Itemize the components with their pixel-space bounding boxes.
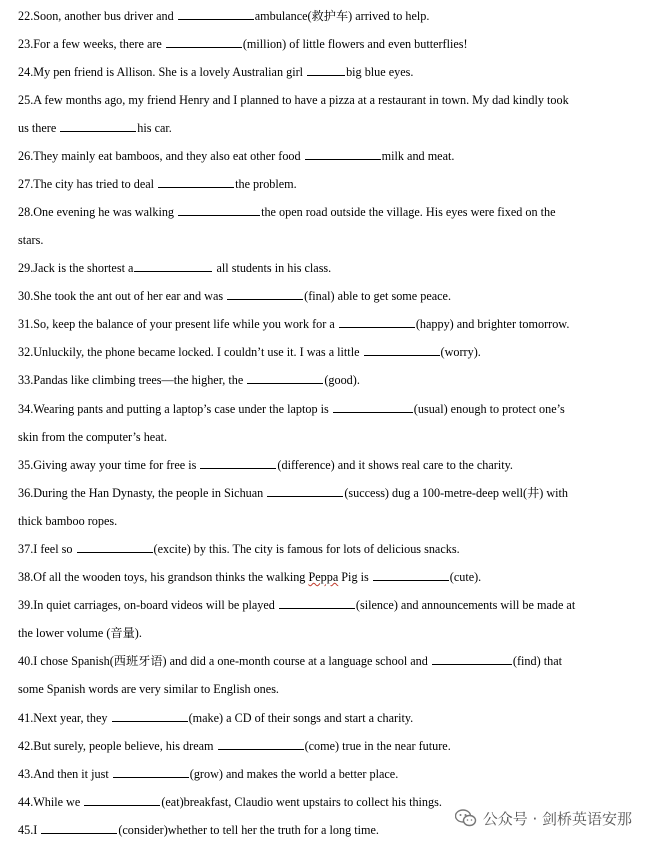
question-text: 31.So, keep the balance of your present life while you work for a bbox=[18, 317, 338, 331]
wechat-icon bbox=[455, 809, 477, 827]
question-line bbox=[18, 401, 638, 417]
answer-blank bbox=[267, 485, 343, 497]
question-line bbox=[18, 710, 638, 726]
question-text: 24.My pen friend is Allison. She is a lovely Australian girl bbox=[18, 65, 307, 79]
answer-blank bbox=[41, 822, 117, 834]
question-text: 41.Next year, they bbox=[18, 711, 111, 725]
question-text: (worry). bbox=[440, 345, 481, 359]
question-text: the problem. bbox=[235, 177, 297, 191]
question-line bbox=[18, 569, 638, 585]
question-text: (find) that bbox=[512, 654, 562, 668]
question-line bbox=[18, 204, 638, 220]
question-text: 26.They mainly eat bamboos, and they also eat other food bbox=[18, 149, 304, 163]
answer-blank bbox=[113, 766, 189, 778]
question-text: the open road outside the village. His eyes were fixed on the bbox=[261, 205, 556, 219]
question-text: 38.Of all the wooden toys, his grandson thinks the walking bbox=[18, 570, 309, 584]
answer-blank bbox=[178, 8, 254, 20]
question-text: Pig is bbox=[338, 570, 372, 584]
answer-blank bbox=[166, 36, 242, 48]
answer-blank bbox=[134, 260, 212, 272]
question-text: (consider)whether to tell her the truth for a long time. bbox=[118, 823, 379, 837]
question-line bbox=[18, 148, 638, 164]
watermark-text: 公众号 · 剑桥英语安那 bbox=[482, 809, 632, 828]
question-text: stars. bbox=[18, 233, 44, 247]
question-text: 35.Giving away your time for free is bbox=[18, 458, 200, 472]
question-line bbox=[18, 288, 638, 304]
question-text: the lower volume (音量). bbox=[18, 626, 142, 640]
question-text: 23.For a few weeks, there are bbox=[18, 37, 165, 51]
answer-blank bbox=[77, 541, 153, 553]
question-text: 40.I chose Spanish(西班牙语) and did a one-month course at a language school and bbox=[18, 654, 431, 668]
question-text: 45.I bbox=[18, 823, 41, 837]
answer-blank bbox=[373, 569, 449, 581]
question-line bbox=[18, 8, 638, 24]
question-text: ambulance(救护车) arrived to help. bbox=[254, 9, 430, 23]
question-line bbox=[18, 176, 638, 192]
question-text: (final) able to get some peace. bbox=[304, 289, 452, 303]
answer-blank bbox=[339, 316, 415, 328]
question-text: 25.A few months ago, my friend Henry and I planned to have a pizza at a restaurant in town. My dad kindly took bbox=[18, 93, 569, 107]
question-line bbox=[18, 766, 638, 782]
question-text: (difference) and it shows real care to the charity. bbox=[277, 458, 513, 472]
answer-blank bbox=[178, 204, 260, 216]
question-line bbox=[18, 92, 638, 108]
question-text: (good). bbox=[324, 373, 360, 387]
answer-blank bbox=[432, 653, 512, 665]
question-line bbox=[18, 316, 638, 332]
question-text: (usual) enough to protect one’s bbox=[413, 402, 565, 416]
answer-blank bbox=[279, 597, 355, 609]
question-text: 44.While we bbox=[18, 795, 84, 809]
question-text: (make) a CD of their songs and start a charity. bbox=[188, 711, 414, 725]
question-line bbox=[18, 485, 638, 501]
question-line bbox=[18, 64, 638, 80]
question-text: (eat)breakfast, Claudio went upstairs to collect his things. bbox=[161, 795, 442, 809]
spellcheck-word: Peppa bbox=[308, 570, 339, 584]
question-line bbox=[18, 457, 638, 473]
question-line bbox=[18, 36, 638, 52]
question-line bbox=[18, 625, 638, 641]
question-line bbox=[18, 232, 638, 248]
question-text: 43.And then it just bbox=[18, 767, 112, 781]
answer-blank bbox=[60, 120, 136, 132]
question-line bbox=[18, 344, 638, 360]
question-line bbox=[18, 541, 638, 557]
question-line bbox=[18, 429, 638, 445]
question-text: 37.I feel so bbox=[18, 542, 76, 556]
question-text: all students in his class. bbox=[213, 261, 332, 275]
question-line bbox=[18, 120, 638, 136]
question-text: 42.But surely, people believe, his dream bbox=[18, 739, 217, 753]
question-text: (cute). bbox=[449, 570, 482, 584]
question-text: 29.Jack is the shortest a bbox=[18, 261, 134, 275]
answer-blank bbox=[112, 710, 188, 722]
answer-blank bbox=[364, 344, 440, 356]
question-line bbox=[18, 372, 638, 388]
answer-blank bbox=[333, 401, 413, 413]
question-text: milk and meat. bbox=[381, 149, 455, 163]
question-line bbox=[18, 653, 638, 669]
question-text: thick bamboo ropes. bbox=[18, 514, 118, 528]
answer-blank bbox=[247, 372, 323, 384]
question-text: (grow) and makes the world a better place. bbox=[189, 767, 399, 781]
answer-blank bbox=[200, 457, 276, 469]
answer-blank bbox=[218, 738, 304, 750]
question-text: 22.Soon, another bus driver and bbox=[18, 9, 177, 23]
question-text: 33.Pandas like climbing trees—the higher, the bbox=[18, 373, 247, 387]
answer-blank bbox=[307, 64, 345, 76]
question-text: big blue eyes. bbox=[346, 65, 414, 79]
question-text: 39.In quiet carriages, on-board videos will be played bbox=[18, 598, 278, 612]
question-text: (happy) and brighter tomorrow. bbox=[415, 317, 570, 331]
question-text: us there bbox=[18, 121, 60, 135]
question-line bbox=[18, 681, 638, 697]
question-text: (million) of little flowers and even butterflies! bbox=[242, 37, 468, 51]
watermark bbox=[455, 805, 632, 831]
answer-blank bbox=[227, 288, 303, 300]
question-line bbox=[18, 597, 638, 613]
question-text: his car. bbox=[137, 121, 172, 135]
question-text: skin from the computer’s heat. bbox=[18, 430, 168, 444]
question-text: (silence) and announcements will be made at bbox=[355, 598, 576, 612]
question-text: 32.Unluckily, the phone became locked. I couldn’t use it. I was a little bbox=[18, 345, 363, 359]
question-line bbox=[18, 260, 638, 276]
question-line bbox=[18, 738, 638, 754]
question-text: 36.During the Han Dynasty, the people in Sichuan bbox=[18, 486, 267, 500]
question-text: 34.Wearing pants and putting a laptop’s case under the laptop is bbox=[18, 402, 332, 416]
question-text: (excite) by this. The city is famous for lots of delicious snacks. bbox=[153, 542, 460, 556]
question-text: 28.One evening he was walking bbox=[18, 205, 178, 219]
question-text: 30.She took the ant out of her ear and was bbox=[18, 289, 227, 303]
question-text: some Spanish words are very similar to English ones. bbox=[18, 682, 279, 696]
answer-blank bbox=[305, 148, 381, 160]
answer-blank bbox=[158, 176, 234, 188]
question-text: (success) dug a 100-metre-deep well(井) with bbox=[344, 486, 569, 500]
question-line bbox=[18, 513, 638, 529]
answer-blank bbox=[84, 794, 160, 806]
question-text: 27.The city has tried to deal bbox=[18, 177, 158, 191]
question-text: (come) true in the near future. bbox=[304, 739, 451, 753]
